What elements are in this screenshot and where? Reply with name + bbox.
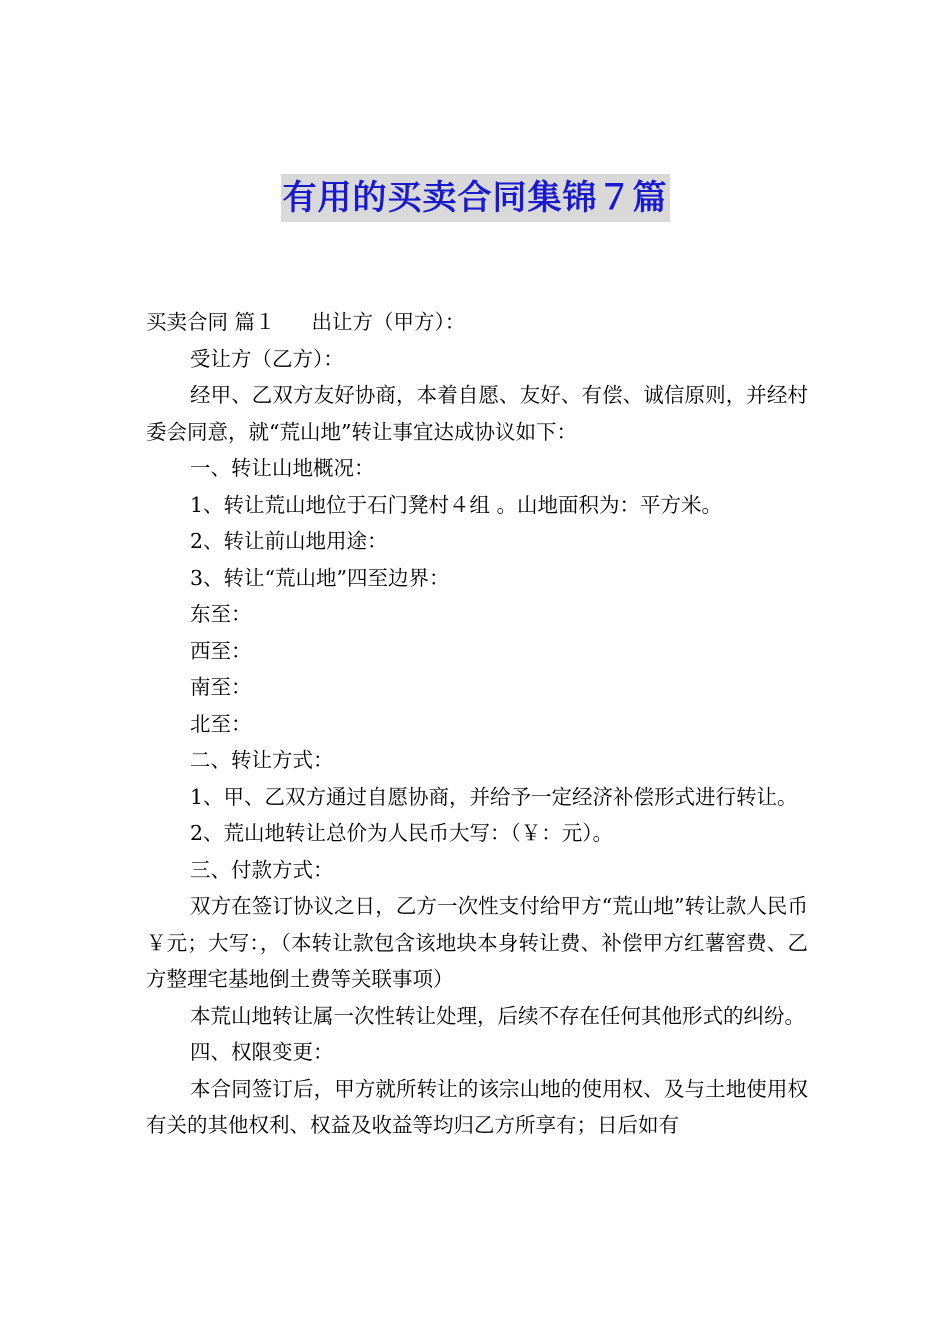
paragraph: 出让方（甲方）：	[311, 310, 466, 334]
paragraph: 三、付款方式：	[190, 857, 334, 882]
first-line	[146, 304, 808, 341]
paragraph: 2、荒山地转让总价为人民币大写：（￥：元）。	[190, 821, 614, 845]
paragraph: 西至：	[190, 638, 252, 663]
paragraph: 一、转让山地概况：	[190, 456, 375, 480]
paragraph: 受让方（乙方）：	[190, 346, 344, 371]
paragraph: 二、转让方式：	[190, 748, 334, 772]
paragraph: 1、甲、乙双方通过自愿协商，并给予一定经济补偿形式进行转让。	[190, 784, 798, 809]
paragraph: 1、转让荒山地位于石门凳村４组 。山地面积为：平方米。	[190, 492, 723, 517]
paragraph: 本荒山地转让属一次性转让处理，后续不存在任何其他形式的纠纷。	[190, 1003, 805, 1028]
paragraph: 北至：	[190, 711, 252, 736]
section-heading: 买卖合同 篇１	[146, 310, 276, 334]
paragraph: 3、转让“荒山地”四至边界：	[190, 565, 450, 590]
paragraph: 南至：	[190, 675, 252, 699]
paragraph: 双方在签订协议之日，乙方一次性支付给甲方“荒山地”转让款人民币￥元；大写：，（本转让款包含该地块本身转让费、补偿甲方红薯窖费、乙方整理宅基地倒土费等关联事项）	[146, 894, 808, 991]
paragraph: 2、转让前山地用途：	[190, 529, 388, 553]
document-title: 有用的买卖合同集锦７篇	[281, 174, 670, 222]
paragraph: 东至：	[190, 602, 252, 626]
paragraph: 四、权限变更：	[190, 1040, 334, 1064]
paragraph: 本合同签订后，甲方就所转让的该宗山地的使用权、及与土地使用权有关的其他权利、权益及收益等均归乙方所享有；日后如有	[146, 1076, 808, 1137]
paragraph: 经甲、乙双方友好协商，本着自愿、友好、有偿、诚信原则，并经村委会同意，就“荒山地”转让事宜达成协议如下：	[146, 383, 808, 444]
document-body	[146, 304, 808, 1144]
title-container	[0, 174, 950, 222]
